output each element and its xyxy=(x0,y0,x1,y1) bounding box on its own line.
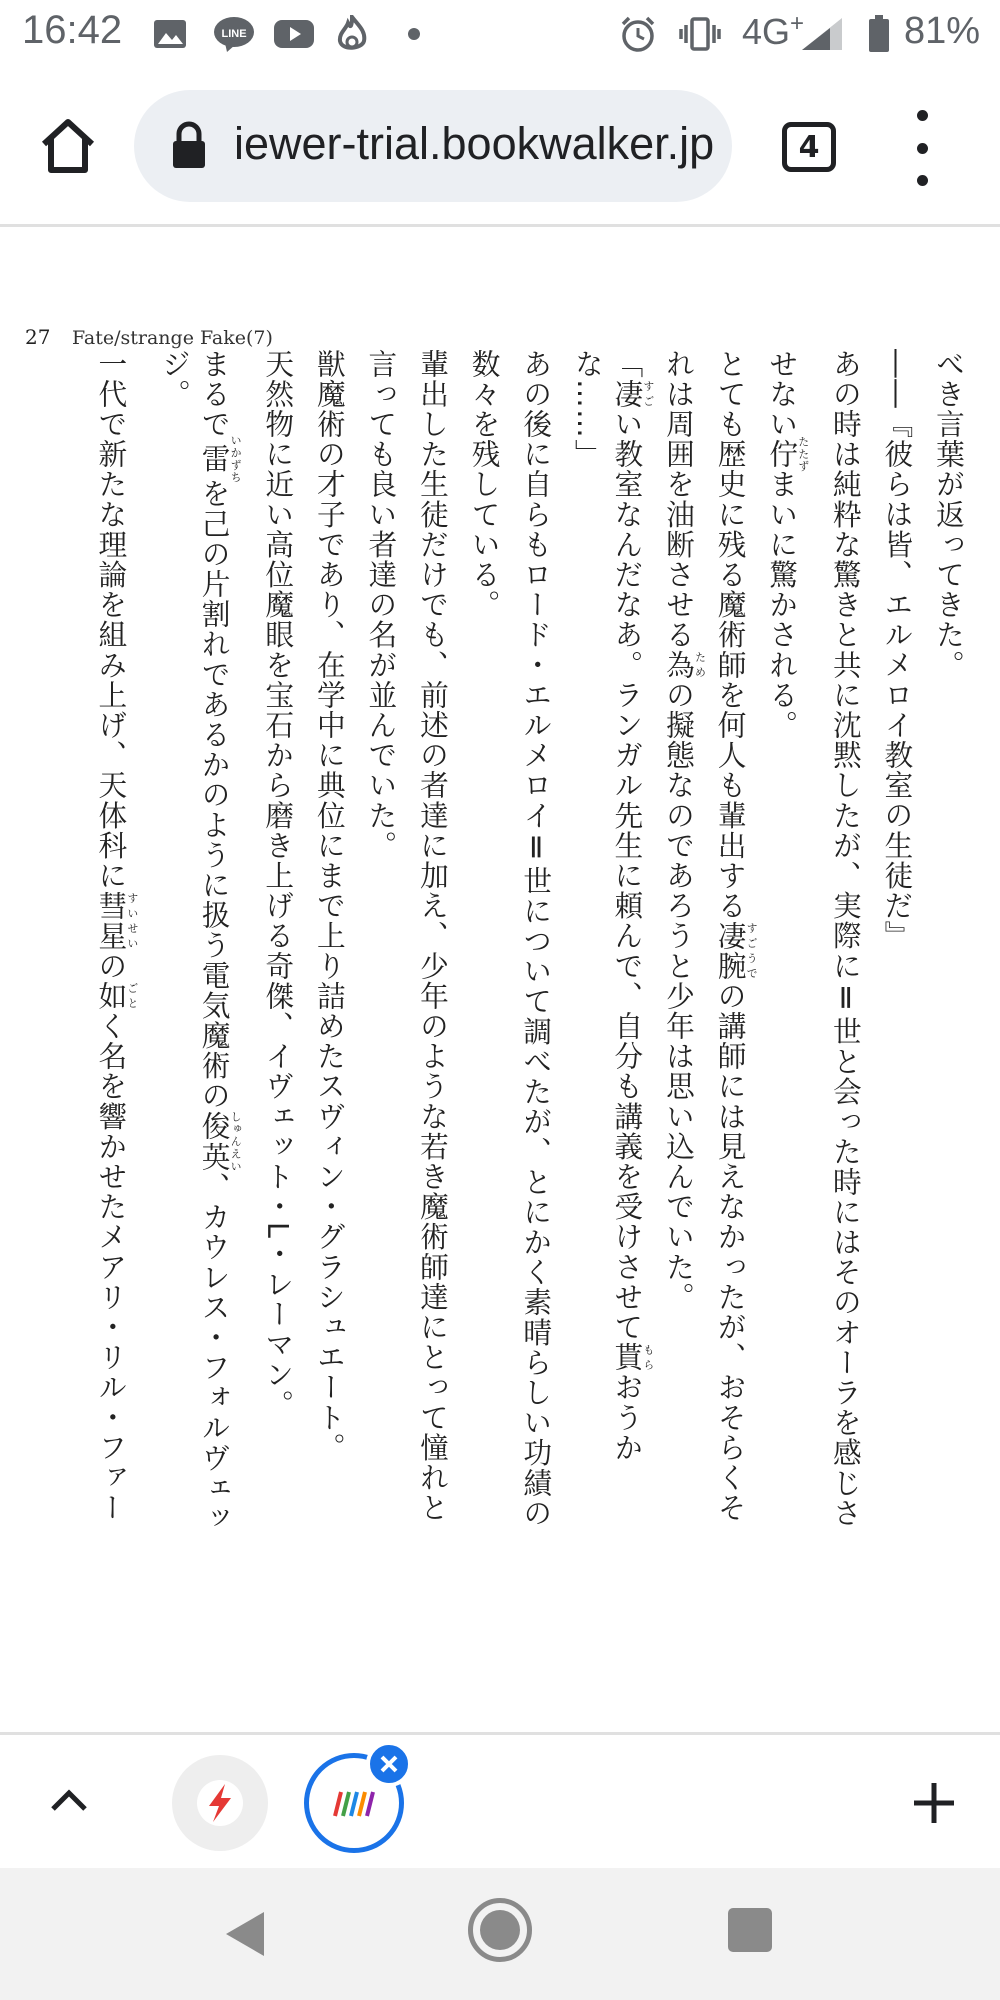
menu-dot-icon xyxy=(917,143,928,154)
menu-dot-icon xyxy=(917,110,928,121)
text-column: 獣魔術の才子であり、在学中に典位にまで上り詰めたスヴィン・グラシュエート。 xyxy=(312,349,347,1463)
url-text: iewer-trial.bookwalker.jp xyxy=(234,118,715,169)
battery-percent: 81% xyxy=(904,10,981,52)
lightning-bolt-icon xyxy=(195,1778,245,1828)
add-button[interactable] xyxy=(904,1773,964,1833)
back-triangle-icon xyxy=(222,1910,266,1958)
system-nav-bar xyxy=(0,1868,1000,2000)
ruby-word: 如ごと xyxy=(94,981,139,1012)
nav-back-button[interactable] xyxy=(222,1910,266,1962)
lock-icon xyxy=(170,120,208,170)
home-button[interactable] xyxy=(32,110,104,182)
text-column: せない佇たたずまいに驚かされる。 xyxy=(765,349,810,741)
text-column: 言っても良い者達の名が並んでいた。 xyxy=(364,349,399,861)
text-column: あの後に自らもロード・エルメロイⅡ世について調べたが、とにかく素晴らしい功績の xyxy=(519,349,554,1529)
status-bar xyxy=(0,0,1000,68)
text-column: あの時は純粋な驚きと共に沈黙したが、実際にⅡ世と会った時にはそのオーラを感じさ xyxy=(828,349,863,1529)
text-column: ――『彼らは皆、エルメロイ教室の生徒だ』 xyxy=(880,349,915,951)
svg-text:LINE: LINE xyxy=(221,28,247,40)
network-type: 4G+ xyxy=(742,10,805,52)
ruby-word: 為ため xyxy=(662,650,707,681)
youtube-icon xyxy=(272,14,316,54)
text-column: な……」 xyxy=(570,349,605,470)
more-menu-button[interactable] xyxy=(904,110,940,186)
bolt-app-shortcut[interactable] xyxy=(172,1755,268,1851)
furigana: すご xyxy=(641,379,655,410)
text-column: れは周囲を油断させる為ための擬態なのであろうと少年は思い込んでいた。 xyxy=(662,349,707,1313)
furigana: すいせい xyxy=(125,890,139,951)
page-number: 27 xyxy=(25,325,51,349)
ruby-word: 貰もら xyxy=(610,1342,655,1373)
book-title: Fate/strange Fake(7) xyxy=(72,327,273,349)
text-column: 輩出した生徒だけでも、前述の者達に加え、少年のような若き魔術師達にとって憧れと xyxy=(416,349,450,1523)
menu-dot-icon xyxy=(917,175,928,186)
ruby-word: 凄腕すごうで xyxy=(713,920,759,982)
text-column: まるで雷いかずちを己の片割れであるかのように扱う電気魔術の俊英しゅんえい、カウレス・フォルヴェッ xyxy=(197,349,243,1534)
chevron-up-icon xyxy=(49,1787,89,1813)
ruby-word: 俊英しゅんえい xyxy=(197,1110,243,1173)
tab-switcher-button[interactable]: 4 xyxy=(782,122,836,172)
close-icon xyxy=(379,1754,399,1774)
ruby-word: 彗星すいせい xyxy=(94,890,139,952)
vibrate-icon xyxy=(678,14,722,54)
battery-icon xyxy=(866,14,892,54)
text-column: 一代で新たな理論を組み上げ、天体科に彗星すいせいの如ごとく名を響かせたメアリ・リル・ファー xyxy=(94,349,139,1523)
vertical-text-body xyxy=(76,349,964,1659)
furigana: ため xyxy=(693,650,707,681)
bubble-close-button[interactable] xyxy=(366,1741,412,1787)
line-app-icon xyxy=(212,14,256,54)
browser-toolbar xyxy=(0,68,1000,224)
furigana: いかずち xyxy=(229,434,243,484)
image-icon xyxy=(152,14,188,54)
ruby-word: 佇たたず xyxy=(765,435,810,473)
flame-app-icon xyxy=(334,14,370,54)
home-circle-icon xyxy=(480,1910,520,1950)
text-column: べき言葉が返ってきた。 xyxy=(932,349,966,681)
collapse-button[interactable] xyxy=(44,1775,94,1825)
text-column: 天然物に近い高位魔眼を宝石から磨き上げる奇傑、イヴェット・L・レーマン。 xyxy=(261,349,296,1420)
text-column: 「凄すごい教室なんだなあ。ランガル先生に頼んで、自分も講義を受けさせて貰もらおうか xyxy=(610,349,655,1463)
nav-home-button[interactable] xyxy=(468,1898,532,1962)
bookwalker-logo-icon xyxy=(331,1788,377,1818)
ruby-word: 凄すご xyxy=(610,379,655,410)
alarm-icon xyxy=(618,14,658,54)
signal-icon xyxy=(800,14,844,54)
ruby-word: 雷いかずち xyxy=(197,434,243,484)
nav-recents-button[interactable] xyxy=(728,1908,772,1952)
status-time: 16:42 xyxy=(22,8,123,52)
furigana: すごうで xyxy=(745,920,759,982)
url-bar[interactable] xyxy=(134,90,732,202)
text-column: とても歴史に残る魔術師を何人も輩出する凄腕すごうでの講師には見えなかったが、おそらくそ xyxy=(713,349,759,1523)
furigana: もら xyxy=(641,1342,655,1373)
plus-icon xyxy=(912,1781,956,1825)
dot-icon xyxy=(406,14,422,54)
home-icon xyxy=(38,118,98,174)
text-column: 数々を残している。 xyxy=(467,349,502,620)
furigana: たたず xyxy=(796,435,810,473)
book-page[interactable] xyxy=(0,227,1000,1732)
furigana: ごと xyxy=(125,981,139,1012)
text-column: ジ。 xyxy=(158,349,192,410)
furigana: しゅんえい xyxy=(229,1110,243,1173)
bottom-bar xyxy=(0,1732,1000,1868)
